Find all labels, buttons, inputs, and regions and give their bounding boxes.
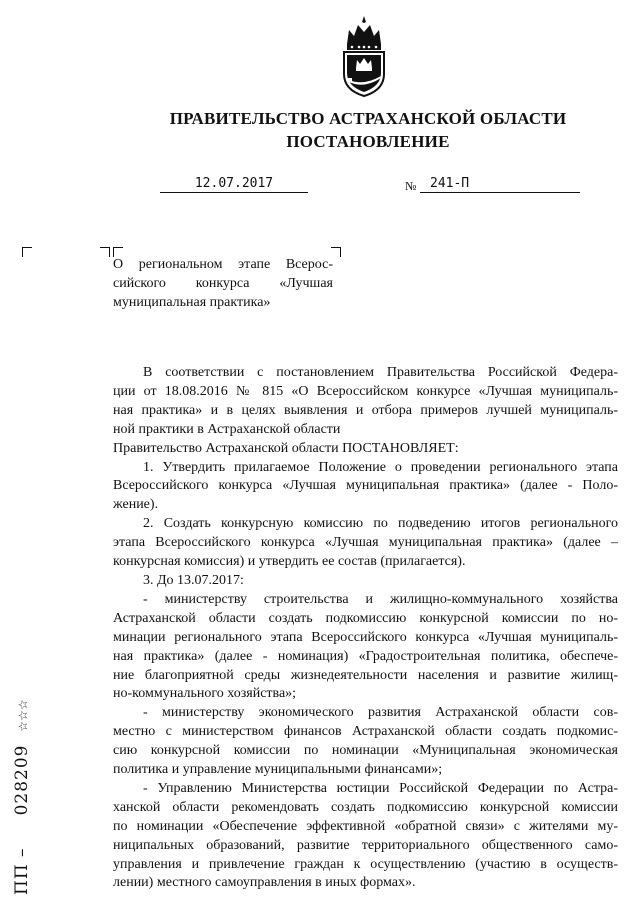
body-line: Правительство Астраханской области ПОСТАНОВЛЯЕТ: [113,440,459,456]
body-line: ной практики в Астраханской области [113,421,341,437]
body-line: ниципальных образований, развитие территориального общественного само- [113,837,618,853]
body-line: - Управлению Министерства юстиции Российской Федерации по Астра- [143,780,618,796]
body-line: лении) местного самоуправления в иных формах». [113,875,416,891]
subject-line: О региональном этапе Всерос- [113,257,333,272]
body-line: Всероссийского конкурса «Лучшая муниципальная практика» (далее - Поло- [113,478,618,494]
star-marks-icon: ☆☆☆ [16,699,30,732]
body-line: ции от 18.08.2016 № 815 «О Всероссийском конкурсе «Лучшая муниципаль- [113,383,618,399]
body-line: 3. До 13.07.2017: [143,572,244,588]
document-subject [113,255,333,312]
body-line: ная практика» (далее - номинация) «Градостроительная политика, обеспече- [113,648,618,664]
serial-number: 028209 [12,744,32,816]
body-line: Астраханской области создать подкомиссию конкурсной комиссии по но- [113,610,618,626]
body-line: - министерству экономического развития Астраханской области сов- [143,705,618,721]
body-line: ханской области рекомендовать создать подкомиссию конкурсной комиссии [113,799,618,815]
coat-of-arms-icon [337,14,391,98]
body-line: конкурсная комиссия) и утвердить ее состав (прилагается). [113,554,466,570]
body-line: по номинации «Обеспечение эффективной «обратной связи» с жителями му- [113,818,618,834]
body-line: В соответствии с постановлением Правительства Российской Федера- [143,365,618,380]
body-line: жение). [113,497,159,513]
serial-prefix: ПП – [12,847,32,895]
body-line: этапа Всероссийского конкурса «Лучшая муниципальная практика» (далее – [113,535,618,551]
subject-line: муниципальная практика» [113,295,271,310]
body-line: сию конкурсной комиссии по номинации «Муниципальная экономическая [113,743,618,759]
document-date: 12.07.2017 [160,176,308,193]
document-type-title: ПОСТАНОВЛЕНИЕ [286,132,450,151]
body-line: ние благоприятной среды жизнедеятельности населения и развитие жилищ- [113,667,618,683]
body-line: 2. Создать конкурсную комиссию по подведению итогов регионального [143,516,618,532]
body-line: минации регионального этапа Всероссийского конкурса «Лучшая муниципаль- [113,629,618,645]
body-line: но-коммунального хозяйства»; [113,686,297,702]
body-line: - министерству строительства и жилищно-коммунального хозяйства [143,591,618,607]
body-line: местно с министерством финансов Астраханской области создать подкомис- [113,724,618,740]
body-line: управления и привлечение граждан к осуществлению (участию в осуществ- [113,856,618,872]
government-title: ПРАВИТЕЛЬСТВО АСТРАХАНСКОЙ ОБЛАСТИ [169,109,567,128]
subject-line: сийского конкурса «Лучшая [113,276,333,291]
document-number: 241-П [420,176,580,193]
form-serial-number [12,699,32,895]
body-line: политика и управление муниципальными финансами»; [113,762,443,778]
number-label: № [405,179,417,193]
subject-bracket-left-a [100,247,110,257]
body-line: 1. Утвердить прилагаемое Положение о проведении регионального этапа [143,459,618,475]
document-body [113,364,618,893]
margin-corner-mark [22,247,32,257]
body-line: ная практика» и в целях выявления и отбора примеров лучшей муниципаль- [113,402,618,418]
